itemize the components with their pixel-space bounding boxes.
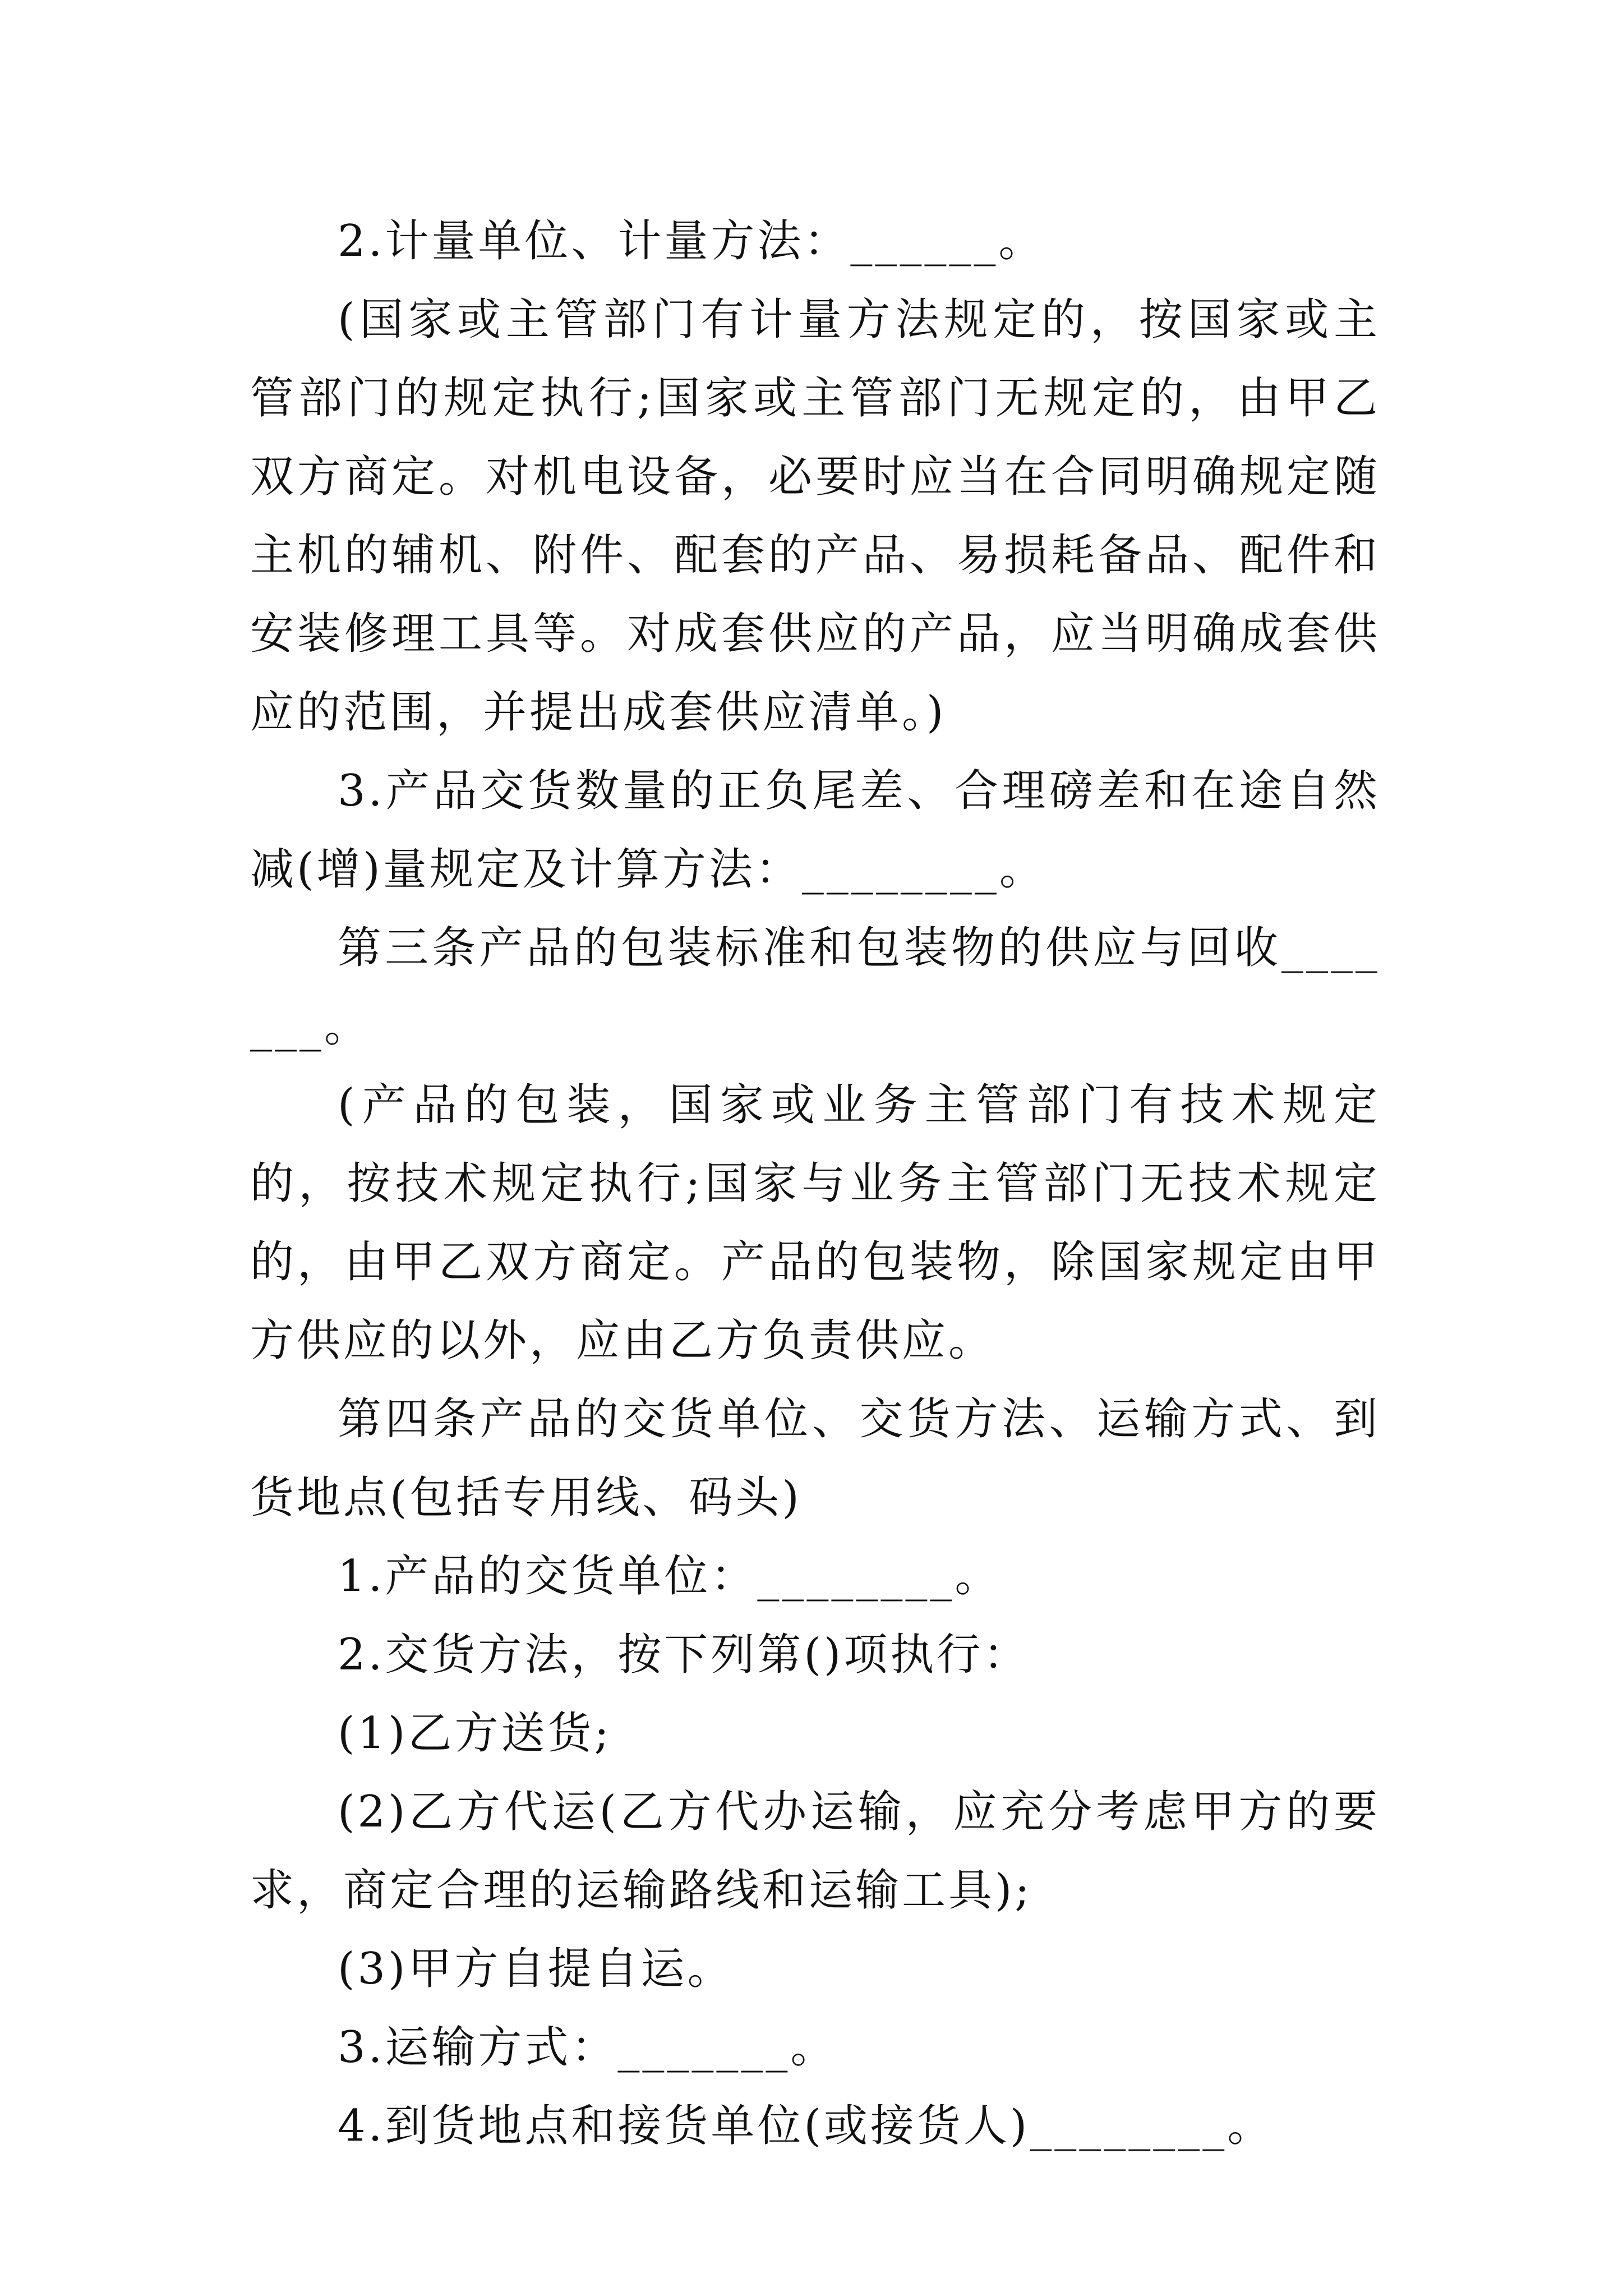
paragraph-delivery-unit: 1.产品的交货单位：________。 [338,1551,1002,1602]
paragraph-option-3: (3)甲方自提自运。 [338,1944,734,1994]
paragraph-measurement-note: (国家或主管部门有计量方法规定的，按国家或主管部门的规定执行;国家或主管部门无规定的，由甲乙双方商定。对机电设备，必要时应当在合同明确规定随主机的辅机、附件、配套的产品、易损耗备品、配件和安装修理工具等。对成套供应的产品，应当明确成套供应的范围，并提出成套供应清单。) [250,295,1380,738]
paragraph-option-2: (2)乙方代运(乙方代办运输，应充分考虑甲方的要求，商定合理的运输路线和运输工具); [250,1787,1380,1916]
document-body [250,202,1380,2165]
paragraph-measurement-unit: 2.计量单位、计量方法：______。 [338,216,1045,266]
paragraph-destination: 4.到货地点和接货单位(或接货人)________。 [338,2101,1274,2151]
paragraph-delivery-method: 2.交货方法，按下列第()项执行： [338,1630,1030,1680]
paragraph-transport-mode: 3.运输方式：_______。 [338,2022,837,2073]
paragraph-article-three: 第三条产品的包装标准和包装物的供应与回收_______。 [250,923,1380,1052]
paragraph-quantity-tolerance: 3.产品交货数量的正负尾差、合理磅差和在途自然减(增)量规定及计算方法：________。 [250,766,1380,895]
paragraph-option-1: (1)乙方送货; [338,1708,612,1759]
paragraph-packaging-note: (产品的包装，国家或业务主管部门有技术规定的，按技术规定执行;国家与业务主管部门无技术规定的，由甲乙双方商定。产品的包装物，除国家规定由甲方供应的以外，应由乙方负责供应。 [250,1080,1380,1366]
paragraph-article-four: 第四条产品的交货单位、交货方法、运输方式、到货地点(包括专用线、码头) [250,1394,1380,1523]
